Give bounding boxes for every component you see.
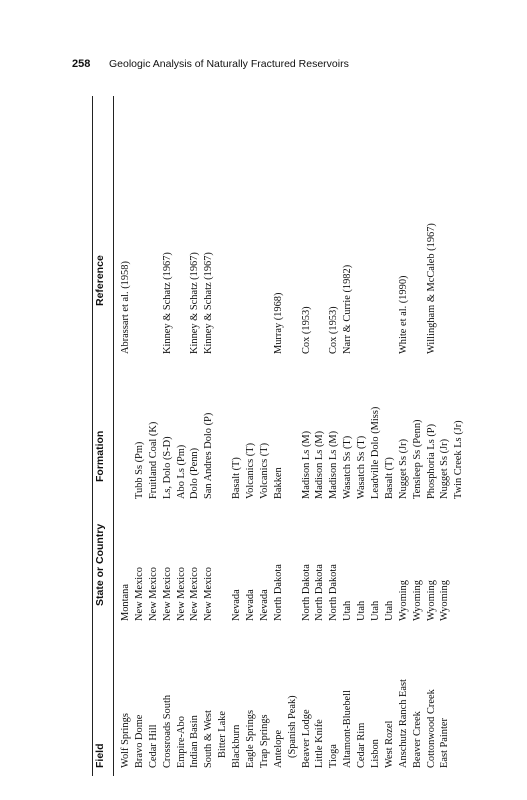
table-row (147, 96, 161, 776)
cell-field: Tioga (328, 744, 340, 768)
cell-state: North Dakota (314, 564, 326, 621)
cell-formation: Nugget Ss (Jr) (439, 438, 451, 499)
cell-state: New Mexico (133, 567, 145, 621)
cell-reference: Narr & Currie (1982) (342, 264, 354, 354)
table-row (175, 96, 189, 776)
header-reference: Reference (94, 255, 106, 306)
cell-formation: Volcanics (T) (258, 442, 270, 499)
running-title: Geologic Analysis of Naturally Fractured Reservoirs (109, 58, 349, 70)
cell-formation: Madison Ls (M) (328, 430, 340, 499)
cell-state: North Dakota (300, 564, 312, 621)
cell-field: Beaver Lodge (300, 709, 312, 768)
cell-state: Wyoming (411, 580, 423, 621)
header-field: Field (94, 743, 106, 768)
cell-field: South & West (203, 710, 215, 768)
table-row (313, 96, 327, 776)
cell-formation: Dolo (Penn) (189, 447, 201, 499)
cell-state: Nevada (231, 589, 243, 621)
cell-state: New Mexico (175, 567, 187, 621)
table-row (300, 96, 314, 776)
cell-field: (Spanish Peak) (286, 695, 298, 758)
cell-formation: Bakken (272, 467, 284, 499)
cell-state: Nevada (245, 589, 257, 621)
table-top-rule (92, 96, 93, 776)
cell-formation: San Andres Dolo (P) (203, 412, 215, 499)
cell-reference: Willingham & McCaleb (1967) (425, 223, 437, 354)
cell-field: Altamont-Bluebell (342, 690, 354, 768)
cell-state: Utah (342, 600, 354, 621)
header-rule (113, 96, 114, 776)
cell-state: New Mexico (161, 567, 173, 621)
cell-field: Wolf Springs (120, 713, 131, 768)
table-row (341, 96, 355, 776)
table-row (202, 96, 216, 776)
cell-formation: Madison Ls (M) (314, 430, 326, 499)
cell-reference: Kinney & Schatz (1967) (189, 252, 201, 354)
table-row (355, 96, 369, 776)
cell-field: East Painter (439, 718, 451, 768)
table-row (452, 96, 466, 776)
table-row (411, 96, 425, 776)
cell-formation: Madison Ls (M) (300, 430, 312, 499)
table-body (119, 96, 466, 776)
cell-field: Bitter Lake (217, 710, 229, 758)
cell-formation: Abo Ls (Pm) (175, 444, 187, 499)
cell-formation: Tubb Ss (Pm) (133, 441, 145, 499)
cell-reference: Cox (1953) (328, 306, 340, 354)
cell-field: Trap Springs (258, 714, 270, 768)
table-row (119, 96, 133, 776)
cell-state: New Mexico (203, 567, 215, 621)
cell-field: Little Knife (314, 719, 326, 768)
cell-state: New Mexico (147, 567, 159, 621)
header-formation: Formation (94, 430, 106, 482)
cell-field: Crossroads South (161, 694, 173, 768)
cell-formation: Fruitland Coal (K) (147, 421, 159, 499)
table-row (425, 96, 439, 776)
table-row (369, 96, 383, 776)
cell-reference: Kinney & Schatz (1967) (203, 252, 215, 354)
table-row (133, 96, 147, 776)
table-row (216, 96, 230, 776)
page-header (0, 56, 527, 76)
table-row (383, 96, 397, 776)
cell-formation: Basalt (T) (383, 457, 395, 499)
cell-formation: Basalt (T) (231, 457, 243, 499)
cell-state: North Dakota (272, 564, 284, 621)
cell-state: Utah (383, 600, 395, 621)
cell-formation: Wasatch Ss (T) (342, 435, 354, 499)
cell-field: Cottonwood Creek (425, 689, 437, 768)
table-row (230, 96, 244, 776)
cell-formation: Tensleep Ss (Penn) (411, 419, 423, 499)
cell-formation: Volcanics (T) (245, 442, 257, 499)
table-row (258, 96, 272, 776)
cell-field: Blackburn (231, 724, 243, 768)
cell-state: New Mexico (189, 567, 201, 621)
table-row (286, 96, 300, 776)
cell-state: Nevada (258, 589, 270, 621)
cell-field: Antelope (272, 729, 284, 768)
cell-state: Wyoming (439, 580, 451, 621)
cell-field: Beaver Creek (411, 711, 423, 768)
cell-state: North Dakota (328, 564, 340, 621)
cell-reference: White et al. (1990) (397, 275, 409, 354)
cell-formation: Leadville Dolo (Miss) (370, 406, 382, 499)
table-row (188, 96, 202, 776)
table-row (327, 96, 341, 776)
cell-state: Utah (356, 600, 368, 621)
cell-formation: Ls, Dolo (S-D) (161, 436, 173, 499)
cell-formation: Phosphoria Ls (P) (425, 423, 437, 499)
cell-formation: Nugget Ss (Jr) (397, 438, 409, 499)
cell-state: Utah (370, 600, 382, 621)
table-row (244, 96, 258, 776)
cell-reference: Cox (1953) (300, 306, 312, 354)
cell-field: Anschutz Ranch East (397, 679, 409, 768)
cell-field: West Rozel (383, 720, 395, 768)
cell-field: Eagle Springs (245, 709, 257, 768)
cell-reference: Abrassart et al. (1958) (120, 261, 131, 354)
cell-field: Lisbon (370, 739, 382, 768)
cell-field: Cedar Hill (147, 724, 159, 768)
table-header-row (94, 96, 110, 776)
table-row (272, 96, 286, 776)
rotated-table-area (92, 96, 465, 776)
cell-field: Indian Basin (189, 715, 201, 768)
header-state: State or Country (94, 523, 106, 606)
cell-field: Empire-Abo (175, 716, 187, 768)
page-number: 258 (72, 58, 91, 70)
cell-state: Wyoming (425, 580, 437, 621)
cell-state: Wyoming (397, 580, 409, 621)
cell-formation: Wasatch Ss (T) (356, 435, 368, 499)
table-row (397, 96, 411, 776)
cell-field: Bravo Dome (133, 714, 145, 768)
cell-formation: Twin Creek Ls (Jr) (453, 420, 465, 499)
table-row (161, 96, 175, 776)
cell-reference: Murray (1968) (272, 292, 284, 354)
cell-reference: Kinney & Schatz (1967) (161, 252, 173, 354)
cell-state: Montana (120, 584, 131, 621)
table-row (438, 96, 452, 776)
cell-field: Cedar Rim (356, 722, 368, 768)
fields-table (92, 96, 465, 776)
